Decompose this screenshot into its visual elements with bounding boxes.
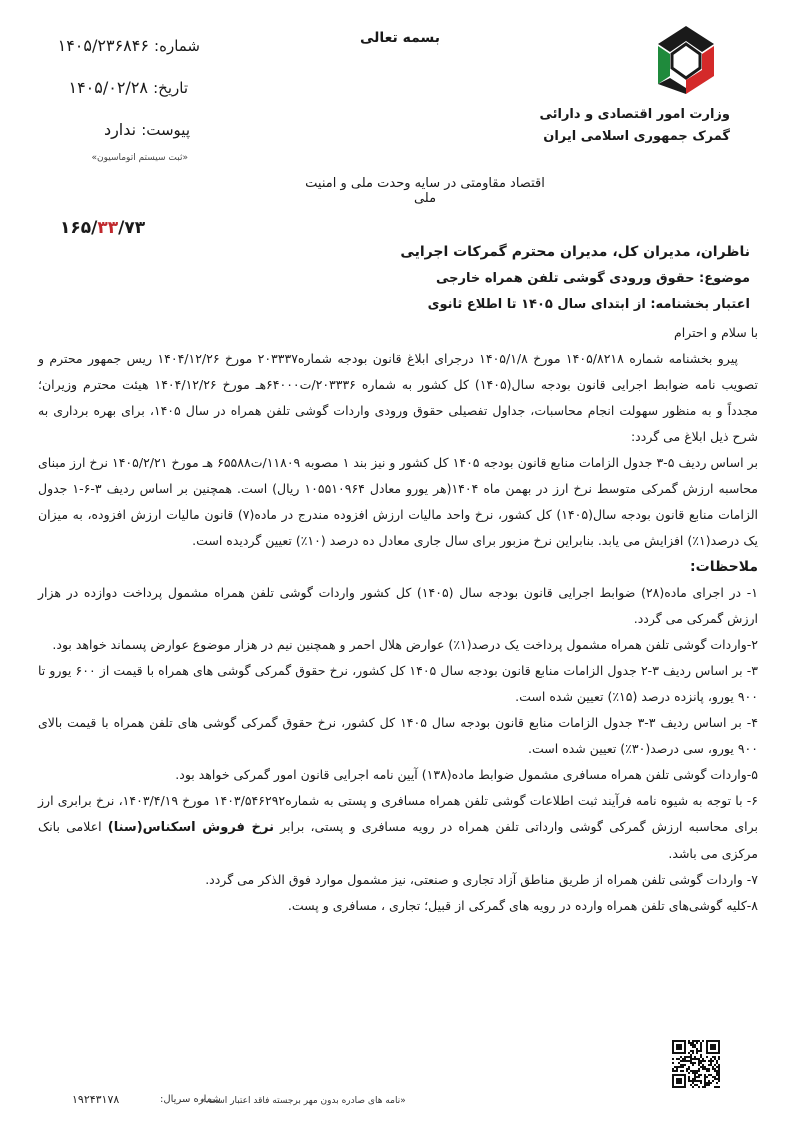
greeting: با سلام و احترام	[674, 325, 758, 340]
serial-label: شماره سریال:	[160, 1094, 221, 1105]
note-6-bold: نرخ فروش اسکناس(سنا)	[107, 820, 274, 835]
letter-number	[58, 36, 200, 55]
note-2: ۲-واردات گوشی تلفن همراه مشمول پرداخت یک درصد(۱٪) عوارض هلال احمر و همچنین نیم در هزار موضوع عوارض پسماند خواهد بود.	[52, 637, 758, 652]
number-value: ۱۴۰۵/۲۳۶۸۴۶	[57, 36, 149, 55]
subject: موضوع: حقوق ورودی گوشی تلفن همراه خارجی	[436, 271, 750, 286]
note-4: ۴- بر اساس ردیف ۳-۳ جدول الزامات منابع قانون بودجه سال ۱۴۰۵ کل کشور، نرخ حقوق گمرکی گوشی های تلفن همراه با قیمت بالای ۹۰۰ یورو، سی درصد(۳۰٪) تعیین شده است.	[38, 715, 758, 756]
letter-attachment	[104, 120, 190, 139]
ministry-name	[539, 104, 730, 148]
note-6	[38, 788, 758, 867]
ref-code-mid: ۳۳	[97, 218, 119, 238]
customs-logo-icon	[650, 24, 722, 96]
ministry-line-2: گمرک جمهوری اسلامی ایران	[543, 129, 730, 144]
basmala: بسمه تعالی	[359, 30, 441, 46]
attachment-value: ندارد	[103, 120, 137, 139]
validity: اعتبار بخشنامه: از ابتدای سال ۱۴۰۵ تا اطلاع ثانوی	[427, 297, 750, 312]
serial-number: ۱۹۲۴۳۱۷۸	[72, 1093, 120, 1106]
letter-body	[38, 320, 758, 919]
note-6-start: ۶- با توجه به شیوه نامه فرآیند ثبت اطلاعات گوشی تلفن همراه مسافری و پستی به شماره۱۴۰۳/۵۴۶۲۹۲ مورخ ۱۴۰۳/۴/۱۹، نرخ برابری ارز برای محاسبه ارزش گمرکی گوشی وارداتی تلفن همراه در رویه مسافری و پستی، برابر	[38, 793, 758, 834]
slogan: اقتصاد مقاومتی در سایه وحدت ملی و امنیت ملی	[305, 176, 545, 206]
notes-heading: ملاحظات:	[690, 559, 758, 575]
letter-date	[68, 78, 188, 97]
note-5: ۵-واردات گوشی تلفن همراه مسافری مشمول ضوابط ماده(۱۳۸) آیین نامه اجرایی قانون امور گمرکی خواهد بود.	[175, 767, 758, 782]
ref-code-right: /۷۳	[118, 218, 146, 238]
footer-note: «نامه های صادره بدون مهر برجسته فاقد اعتبار است.»	[200, 1096, 406, 1106]
ministry-line-1: وزارت امور اقتصادی و دارائی	[539, 107, 730, 122]
addressee: ناظران، مدیران کل، مدیران محترم گمرکات اجرایی	[400, 244, 750, 260]
paragraph-1: پیرو بخشنامه شماره ۱۴۰۵/۸۲۱۸ مورخ ۱۴۰۵/۱/۸ درجرای ابلاغ قانون بودجه شماره۲۰۳۳۳۷ مورخ ۱۴۰۴/۱۲/۲۶ ریس جمهور محترم و تصویب نامه ضوابط اجرایی قانون بودجه سال(۱۴۰۵) کل کشور به شماره ۲۰۳۳۳۶/ت۶۴۰۰۰هـ مورخ ۱۴۰۴/۱۲/۲۶ هیئت محترم وزیران؛ مجدداً و به منظور سهولت انجام محاسبات، جداول تفصیلی حقوق ورودی واردات گوشی تلفن همراه در سال ۱۴۰۵، برای بهره برداری به شرح ذیل ابلاغ می گردد:	[38, 351, 758, 444]
automation-note: «ثبت سیستم اتوماسیون»	[91, 153, 188, 163]
date-value: ۱۴۰۵/۰۲/۲۸	[68, 78, 148, 97]
number-label: شماره:	[154, 37, 200, 55]
qr-code-icon	[672, 1040, 720, 1088]
date-label: تاریخ:	[153, 79, 188, 97]
note-8: ۸-کلیه گوشی‌های تلفن همراه وارده در رویه های گمرکی از قبیل؛ تجاری ، مسافری و پست.	[287, 898, 758, 913]
note-7: ۷- واردات گوشی تلفن همراه از طریق مناطق آزاد تجاری و صنعتی، نیز مشمول موارد فوق الذکر می گردد.	[205, 872, 758, 887]
note-1: ۱- در اجرای ماده(۲۸) ضوابط اجرایی قانون بودجه سال (۱۴۰۵) کل کشور واردات گوشی تلفن همراه مشمول پرداخت دوازده در هزار ارزش گمرکی می گردد.	[38, 585, 758, 626]
reference-code	[60, 218, 145, 238]
ref-code-left: ۱۶۵/	[60, 218, 98, 238]
attachment-label: پیوست:	[141, 121, 190, 139]
note-6-end: اعلامی بانک مرکزی می باشد.	[38, 819, 758, 861]
note-3: ۳- بر اساس ردیف ۳-۲ جدول الزامات منابع قانون بودجه سال ۱۴۰۵ کل کشور، نرخ حقوق گمرکی گوشی های همراه با قیمت از ۶۰۰ یورو تا ۹۰۰ یورو، پانزده درصد (۱۵٪) تعیین شده است.	[38, 663, 758, 704]
paragraph-2: بر اساس ردیف ۵-۳ جدول الزامات منابع قانون بودجه ۱۴۰۵ کل کشور و نیز بند ۱ مصوبه ۱۱۸۰۹/ت۶۵۵۸۸ هـ مورخ ۱۴۰۵/۲/۲۱ نرخ ارز مبنای محاسبه ارزش گمرکی متوسط نرخ ارز در بهمن ماه ۱۴۰۴(هر یورو معادل ۱۰۵۵۱۰۹۶۴ ریال) است. همچنین بر اساس ردیف ۳-۶-۱ جدول الزامات منابع قانون بودجه سال(۱۴۰۵) کل کشور، نرخ واحد مالیات ارزش افزوده مندرج در ماده(۷) قانون مالیات ارزش افزوده، به میزان یک درصد(۱٪) افزایش می یابد. بنابراین نرخ مزبور برای سال جاری معادل ده درصد (۱۰٪) تعیین گردیده است.	[38, 455, 758, 548]
